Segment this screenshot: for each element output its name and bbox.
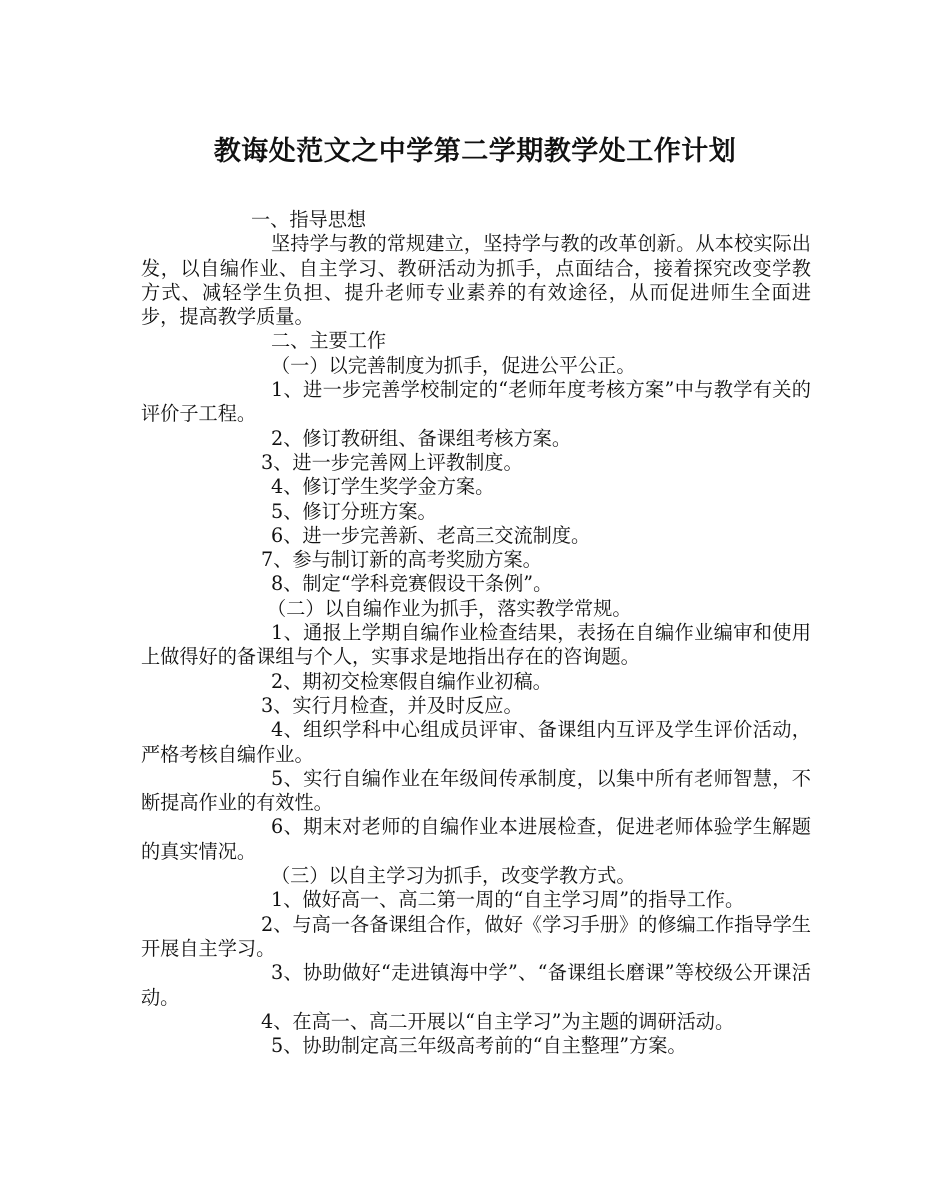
list-item: 8、制定“学科竞赛假设干条例”。 [271,572,553,596]
subsection-heading-2: （二）以自编作业为抓手，落实教学常规。 [267,596,632,620]
subsection-heading-3: （三）以自主学习为抓手，改变学教方式。 [271,864,636,888]
list-item: 3、协助做好“走进镇海中学”、“备课组长磨课”等校级公开课活动。 [141,961,811,1009]
list-item: 4、修订学生奖学金方案。 [271,475,495,499]
section-heading-guiding-ideology: 一、指导思想 [251,208,367,231]
list-item: 4、组织学科中心组成员评审、备课组内互评及学生评价活动，严格考核自编作业。 [141,718,811,766]
document-title: 教诲处范文之中学第二学期教学处工作计划 [213,136,737,167]
list-item: 1、通报上学期自编作业检查结果，表扬在自编作业编审和使用上做得好的备课组与个人，实事求是地指出存在的咨询题。 [141,621,811,669]
list-item: 3、实行月检查，并及时反应。 [261,693,523,717]
list-item: 6、进一步完善新、老高三交流制度。 [271,523,591,547]
paragraph-guiding-ideology: 坚持学与教的常规建立，坚持学与教的改革创新。从本校实际出发，以自编作业、自主学习、教研活动为抓手，点面结合，接着探究改变学教方式、减轻学生负担、提升老师专业素养的有效途径，从而促进师生全面进步，提高教学质量。 [141,232,811,329]
document-body [141,208,811,1058]
list-item: 5、实行自编作业在年级间传承制度，以集中所有老师智慧，不断提高作业的有效性。 [141,766,811,815]
list-item: 2、与高一各备课组合作，做好《学习手册》的修编工作指导学生开展自主学习。 [141,912,811,960]
list-item: 3、进一步完善网上评教制度。 [261,450,523,474]
list-item: 6、期末对老师的自编作业本进展检查，促进老师体验学生解题的真实情况。 [141,815,811,863]
list-item: 1、进一步完善学校制定的“老师年度考核方案”中与教学有关的评价子工程。 [141,378,811,426]
list-item: 7、参与制订新的高考奖励方案。 [261,548,542,572]
list-item: 5、协助制定高三年级高考前的“自主整理”方案。 [271,1034,687,1058]
subsection-heading-1: （一）以完善制度为抓手，促进公平公正。 [271,353,636,377]
list-item: 1、做好高一、高二第一周的“自主学习周”的指导工作。 [271,888,745,912]
list-item: 5、修订分班方案。 [271,499,437,523]
list-item: 2、期初交检寒假自编作业初稿。 [271,669,552,693]
section-heading-main-work: 二、主要工作 [271,329,387,353]
list-item: 2、修订教研组、备课组考核方案。 [271,426,572,450]
list-item: 4、在高一、高二开展以“自主学习”为主题的调研活动。 [261,1009,735,1033]
